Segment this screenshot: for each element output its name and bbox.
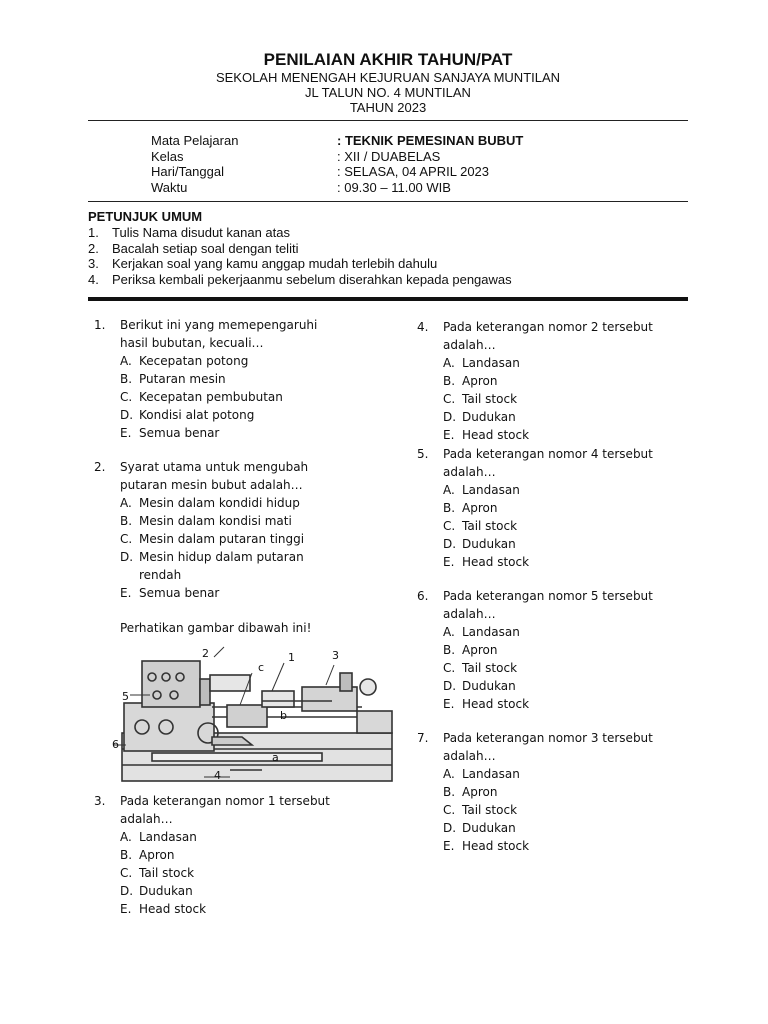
option-text: Head stock (462, 839, 530, 853)
option-letter: B. (120, 848, 133, 862)
option-letter: B. (120, 514, 133, 528)
option-d[interactable] (443, 535, 717, 553)
question-stem (417, 729, 717, 765)
info-value: : XII / DUABELAS (337, 148, 441, 164)
option-b[interactable] (120, 512, 384, 530)
option-letter: A. (443, 625, 455, 639)
info-label: Mata Pelajaran (151, 133, 239, 148)
question-stem (94, 316, 384, 352)
answer-options (120, 494, 384, 602)
figure-instruction: Perhatikan gambar dibawah ini! (120, 621, 312, 635)
option-text: Tail stock (462, 392, 518, 406)
option-letter: B. (443, 374, 456, 388)
figure-label-a: a (272, 751, 279, 764)
option-text: Semua benar (139, 586, 220, 600)
option-letter: D. (120, 408, 134, 422)
school-address: JL TALUN NO. 4 MUNTILAN (305, 85, 471, 100)
option-letter: A. (443, 356, 455, 370)
option-a[interactable] (120, 494, 384, 512)
question-number: 7. (417, 731, 429, 745)
header-divider (88, 120, 688, 121)
option-text: Head stock (139, 902, 207, 916)
instruction-number: 3. (88, 256, 99, 271)
option-letter: A. (120, 830, 132, 844)
option-e[interactable] (120, 424, 384, 442)
question-text-line: adalah… (443, 749, 496, 763)
question-text-line: adalah… (443, 465, 496, 479)
option-text: Mesin dalam kondisi mati (139, 514, 292, 528)
option-letter: D. (120, 884, 134, 898)
info-value: : 09.30 – 11.00 WIB (337, 179, 451, 195)
option-text: Apron (462, 785, 498, 799)
option-letter: C. (443, 392, 456, 406)
instruction-text: Tulis Nama disudut kanan atas (112, 225, 291, 240)
option-d[interactable] (443, 677, 717, 695)
option-letter: B. (120, 372, 133, 386)
question-text-line: Berikut ini yang memepengaruhi (120, 318, 318, 332)
option-text: Tail stock (462, 661, 518, 675)
instruction-text: Kerjakan soal yang kamu anggap mudah terlebih dahulu (112, 256, 438, 271)
answer-options (443, 765, 717, 855)
instructions-title: PETUNJUK UMUM (88, 209, 203, 224)
option-letter: E. (443, 839, 455, 853)
option-letter: B. (443, 785, 456, 799)
option-letter: A. (443, 767, 455, 781)
question-stem (417, 445, 717, 481)
question-number: 4. (417, 320, 429, 334)
instruction-item (88, 256, 438, 272)
option-d[interactable] (120, 882, 384, 900)
option-letter: E. (443, 555, 455, 569)
question-number: 5. (417, 447, 429, 461)
exam-title: PENILAIAN AKHIR TAHUN/PAT (263, 50, 513, 69)
question-text-line: adalah… (443, 338, 496, 352)
instruction-number: 2. (88, 240, 99, 256)
instruction-item (88, 225, 291, 241)
option-letter: D. (120, 550, 134, 564)
option-letter: D. (443, 821, 457, 835)
question-text-line: Pada keterangan nomor 5 tersebut (443, 589, 653, 603)
option-d[interactable] (443, 819, 717, 837)
question-4 (417, 318, 717, 444)
question-6 (417, 587, 717, 713)
info-divider (88, 201, 688, 202)
question-text-line: Pada keterangan nomor 4 tersebut (443, 447, 653, 461)
section-divider (88, 297, 688, 301)
question-text-line: hasil bubutan, kecuali… (120, 336, 264, 350)
option-a[interactable] (443, 481, 717, 499)
option-letter: A. (120, 354, 132, 368)
answer-options (120, 828, 384, 918)
option-b[interactable] (443, 499, 717, 517)
option-text: Apron (462, 374, 498, 388)
general-instructions (88, 209, 512, 287)
option-text: Mesin dalam putaran tinggi (139, 532, 305, 546)
option-text: rendah (139, 568, 182, 582)
option-letter: C. (120, 866, 133, 880)
option-a[interactable] (120, 352, 384, 370)
figure-label-2: 2 (202, 647, 209, 660)
option-a[interactable] (443, 765, 717, 783)
option-e[interactable] (443, 695, 717, 713)
option-c[interactable] (120, 864, 384, 882)
option-b[interactable] (443, 641, 717, 659)
option-e[interactable] (120, 900, 384, 918)
figure-label-6: 6 (112, 738, 119, 751)
school-name: SEKOLAH MENENGAH KEJURUAN SANJAYA MUNTILAN (215, 70, 561, 85)
question-text-line: adalah… (443, 607, 496, 621)
answer-options (120, 352, 384, 442)
option-letter: A. (443, 483, 455, 497)
option-c[interactable] (443, 801, 717, 819)
instruction-text: Periksa kembali pekerjaanmu sebelum diserahkan kepada pengawas (112, 271, 512, 287)
info-label: Waktu (151, 179, 188, 195)
option-b[interactable] (443, 372, 717, 390)
option-text: Landasan (462, 625, 520, 639)
info-value: : SELASA, 04 APRIL 2023 (337, 164, 490, 179)
option-text: Head stock (462, 697, 530, 711)
option-text: Apron (139, 848, 175, 862)
option-letter: E. (120, 586, 132, 600)
question-number: 2. (94, 460, 106, 474)
figure-label-1: 1 (288, 651, 295, 664)
question-stem (417, 587, 717, 623)
option-text: Tail stock (139, 866, 195, 880)
instruction-text: Bacalah setiap soal dengan teliti (112, 240, 299, 256)
instruction-number: 1. (88, 225, 99, 240)
exam-year: TAHUN 2023 (349, 100, 427, 115)
question-2 (94, 458, 384, 602)
info-label: Kelas (151, 148, 184, 164)
option-letter: C. (120, 390, 133, 404)
figure-label-4: 4 (214, 769, 221, 782)
question-number: 1. (94, 318, 106, 332)
option-e[interactable] (443, 837, 717, 855)
option-text: Landasan (462, 356, 520, 370)
option-letter: E. (120, 902, 132, 916)
question-5 (417, 445, 717, 571)
option-text: Apron (462, 501, 498, 515)
option-text: Kecepatan potong (139, 354, 249, 368)
question-stem (94, 458, 384, 494)
answer-options (443, 354, 717, 444)
option-letter: C. (120, 532, 133, 546)
answer-options (443, 481, 717, 571)
question-text-line: Syarat utama untuk mengubah (120, 460, 309, 474)
info-value: : TEKNIK PEMESINAN BUBUT (337, 133, 524, 148)
option-c[interactable] (120, 530, 384, 548)
option-text: Kondisi alat potong (139, 408, 255, 422)
option-letter: C. (443, 519, 456, 533)
exam-header (88, 50, 688, 115)
question-stem (94, 792, 384, 828)
question-text-line: adalah… (120, 812, 173, 826)
instruction-number: 4. (88, 271, 99, 287)
option-d[interactable] (120, 406, 384, 424)
option-text: Mesin dalam kondidi hidup (139, 496, 300, 510)
option-text: Putaran mesin (139, 372, 226, 386)
lathe-machine-figure (112, 645, 402, 785)
option-letter: E. (443, 697, 455, 711)
option-text: Landasan (139, 830, 197, 844)
option-b[interactable] (120, 370, 384, 388)
question-number: 3. (94, 794, 106, 808)
option-a[interactable] (120, 828, 384, 846)
figure-label-c: c (258, 661, 265, 674)
option-text: Mesin hidup dalam putaran (139, 550, 304, 564)
info-label: Hari/Tanggal (151, 164, 224, 179)
option-b[interactable] (120, 846, 384, 864)
option-a[interactable] (443, 354, 717, 372)
question-text-line: Pada keterangan nomor 1 tersebut (120, 794, 330, 808)
option-letter: E. (120, 426, 132, 440)
option-b[interactable] (443, 783, 717, 801)
option-letter: A. (120, 496, 132, 510)
option-text: Head stock (462, 555, 530, 569)
question-text-line: Pada keterangan nomor 3 tersebut (443, 731, 653, 745)
option-text: Dudukan (139, 884, 193, 898)
figure-label-5: 5 (122, 690, 129, 703)
option-e[interactable] (443, 553, 717, 571)
answer-options (443, 623, 717, 713)
option-text: Semua benar (139, 426, 220, 440)
question-number: 6. (417, 589, 429, 603)
option-e[interactable] (120, 584, 384, 602)
option-letter: C. (443, 661, 456, 675)
option-text: Dudukan (462, 410, 516, 424)
option-letter: D. (443, 679, 457, 693)
question-3 (94, 792, 384, 918)
question-text-line: Pada keterangan nomor 2 tersebut (443, 320, 653, 334)
option-letter: B. (443, 501, 456, 515)
option-text: Dudukan (462, 679, 516, 693)
instruction-item (88, 271, 512, 288)
option-letter: E. (443, 428, 455, 442)
option-text: Dudukan (462, 821, 516, 835)
option-c[interactable] (120, 388, 384, 406)
option-text: Landasan (462, 767, 520, 781)
option-text: Head stock (462, 428, 530, 442)
option-text: Tail stock (462, 803, 518, 817)
option-e[interactable] (443, 426, 717, 444)
option-letter: D. (443, 537, 457, 551)
option-text: Dudukan (462, 537, 516, 551)
question-1 (94, 316, 384, 442)
question-stem (417, 318, 717, 354)
question-7 (417, 729, 717, 855)
figure-label-b: b (280, 709, 287, 722)
option-a[interactable] (443, 623, 717, 641)
option-letter: C. (443, 803, 456, 817)
option-text: Tail stock (462, 519, 518, 533)
question-text-line: putaran mesin bubut adalah… (120, 478, 303, 492)
option-c[interactable] (443, 659, 717, 677)
option-letter: B. (443, 643, 456, 657)
option-d[interactable] (120, 548, 384, 584)
option-d[interactable] (443, 408, 717, 426)
option-c[interactable] (443, 390, 717, 408)
instruction-item (88, 240, 299, 257)
figure-label-3: 3 (332, 649, 339, 662)
option-text: Apron (462, 643, 498, 657)
option-c[interactable] (443, 517, 717, 535)
option-letter: D. (443, 410, 457, 424)
option-text: Landasan (462, 483, 520, 497)
option-text: Kecepatan pembubutan (139, 390, 283, 404)
